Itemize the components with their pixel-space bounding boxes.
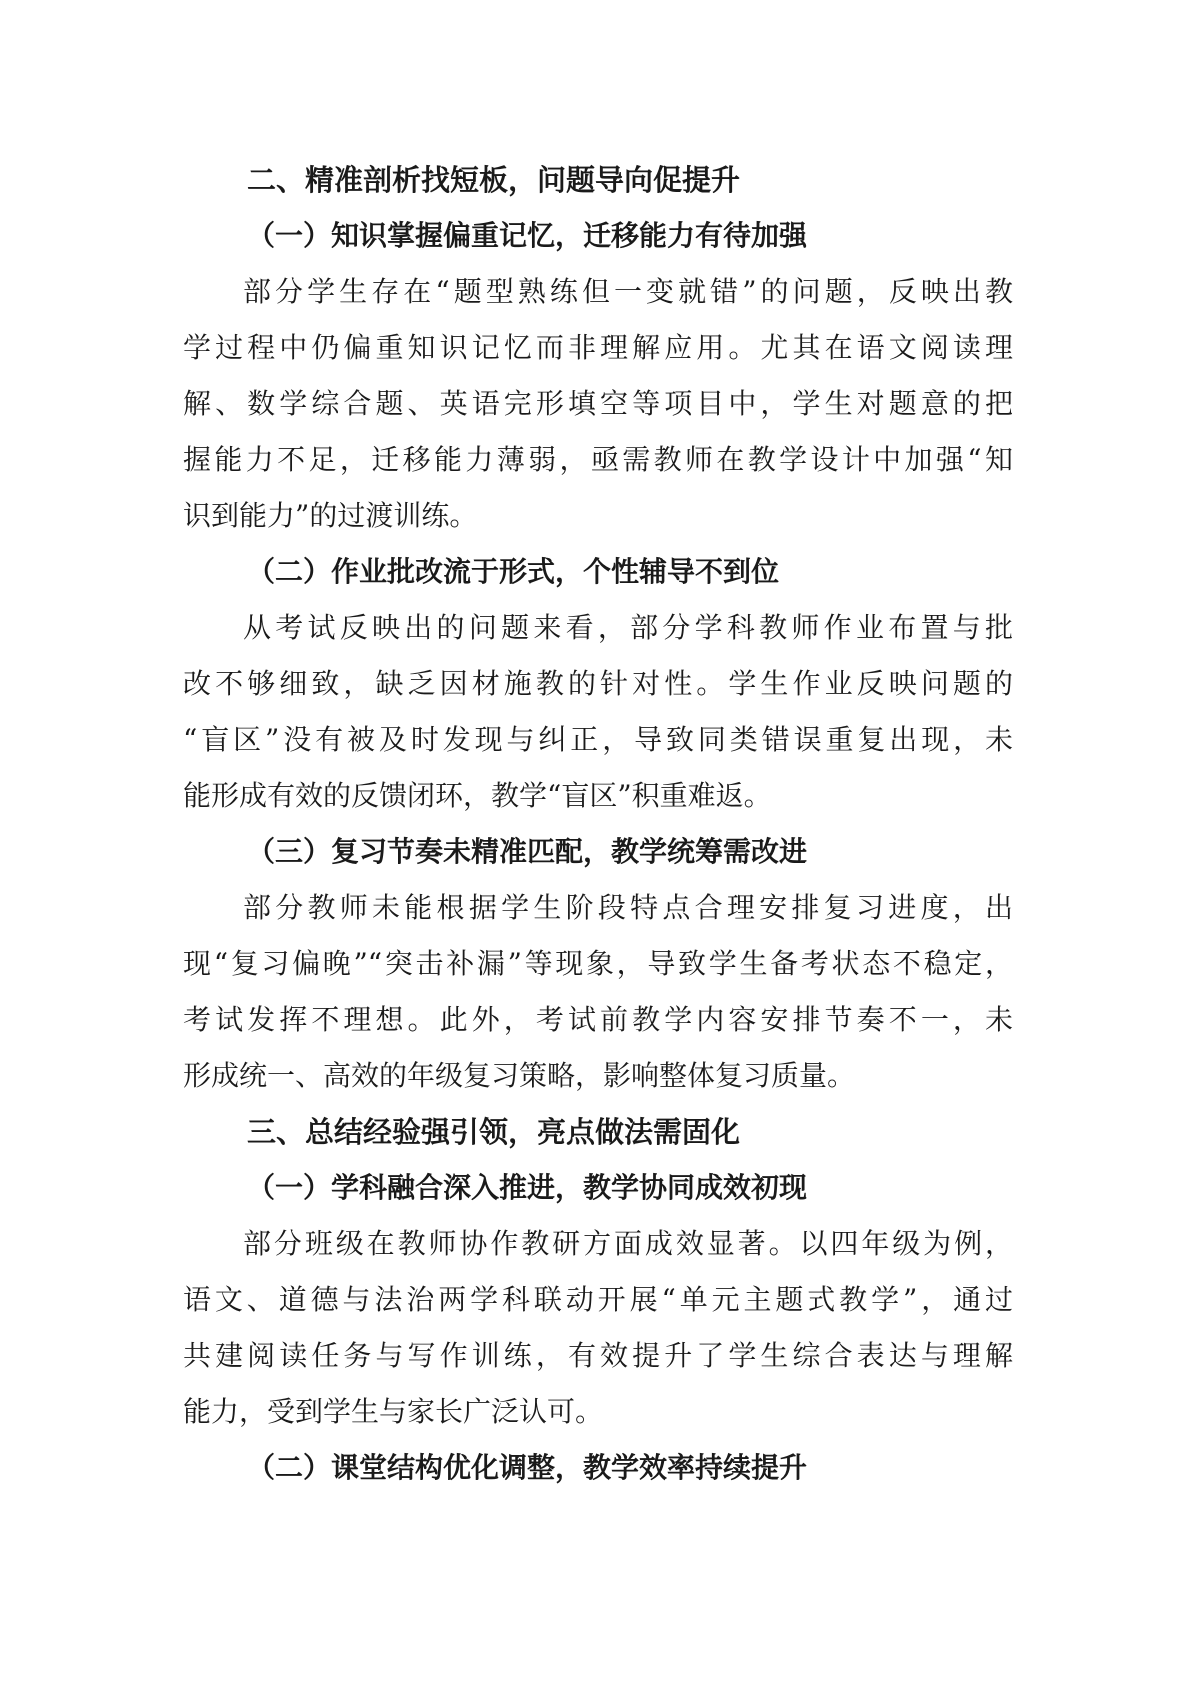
paragraph-line: 解、数学综合题、英语完形填空等项目中，学生对题意的把: [183, 387, 1013, 420]
paragraph-line: 部分班级在教师协作教研方面成效显著。以四年级为例，: [243, 1227, 1013, 1260]
paragraph-2-2: [183, 600, 1013, 824]
subsection-heading-3-2: （二）课堂结构优化调整，教学效率持续提升: [247, 1451, 808, 1484]
paragraph-2-3: [183, 880, 1013, 1104]
paragraph-line: 识到能力”的过渡训练。: [183, 499, 478, 532]
paragraph-2-1: [183, 264, 1013, 544]
paragraph-line: 部分学生存在“题型熟练但一变就错”的问题，反映出教: [243, 275, 1013, 308]
paragraph-line: 握能力不足，迁移能力薄弱，亟需教师在教学设计中加强“知: [183, 443, 1013, 476]
paragraph-line: 能形成有效的反馈闭环，教学“盲区”积重难返。: [183, 779, 772, 812]
subsection-heading-2-3: （三）复习节奏未精准匹配，教学统筹需改进: [247, 835, 808, 868]
paragraph-line: 学过程中仍偏重知识记忆而非理解应用。尤其在语文阅读理: [183, 331, 1013, 364]
paragraph-line: “盲区”没有被及时发现与纠正，导致同类错误重复出现，未: [183, 723, 1013, 756]
paragraph-line: 共建阅读任务与写作训练，有效提升了学生综合表达与理解: [183, 1339, 1013, 1372]
paragraph-3-1: [183, 1216, 1013, 1440]
subsection-heading-3-1: （一）学科融合深入推进，教学协同成效初现: [247, 1171, 808, 1204]
paragraph-line: 改不够细致，缺乏因材施教的针对性。学生作业反映问题的: [183, 667, 1013, 700]
paragraph-line: 语文、道德与法治两学科联动开展“单元主题式教学”，通过: [183, 1283, 1013, 1316]
document-body: [183, 152, 1013, 1496]
paragraph-line: 现“复习偏晚”“突击补漏”等现象，导致学生备考状态不稳定，: [183, 947, 1013, 980]
subsection-heading-2-1: （一）知识掌握偏重记忆，迁移能力有待加强: [247, 219, 808, 252]
paragraph-line: 从考试反映出的问题来看，部分学科教师作业布置与批: [243, 611, 1013, 644]
paragraph-line: 部分教师未能根据学生阶段特点合理安排复习进度，出: [243, 891, 1013, 924]
section-heading-3: 三、总结经验强引领，亮点做法需固化: [247, 1115, 741, 1149]
paragraph-line: 能力，受到学生与家长广泛认可。: [183, 1395, 604, 1428]
section-heading-2: 二、精准剖析找短板，问题导向促提升: [247, 163, 741, 197]
subsection-heading-2-2: （二）作业批改流于形式，个性辅导不到位: [247, 555, 780, 588]
paragraph-line: 形成统一、高效的年级复习策略，影响整体复习质量。: [183, 1059, 856, 1092]
paragraph-line: 考试发挥不理想。此外，考试前教学内容安排节奏不一，未: [183, 1003, 1013, 1036]
